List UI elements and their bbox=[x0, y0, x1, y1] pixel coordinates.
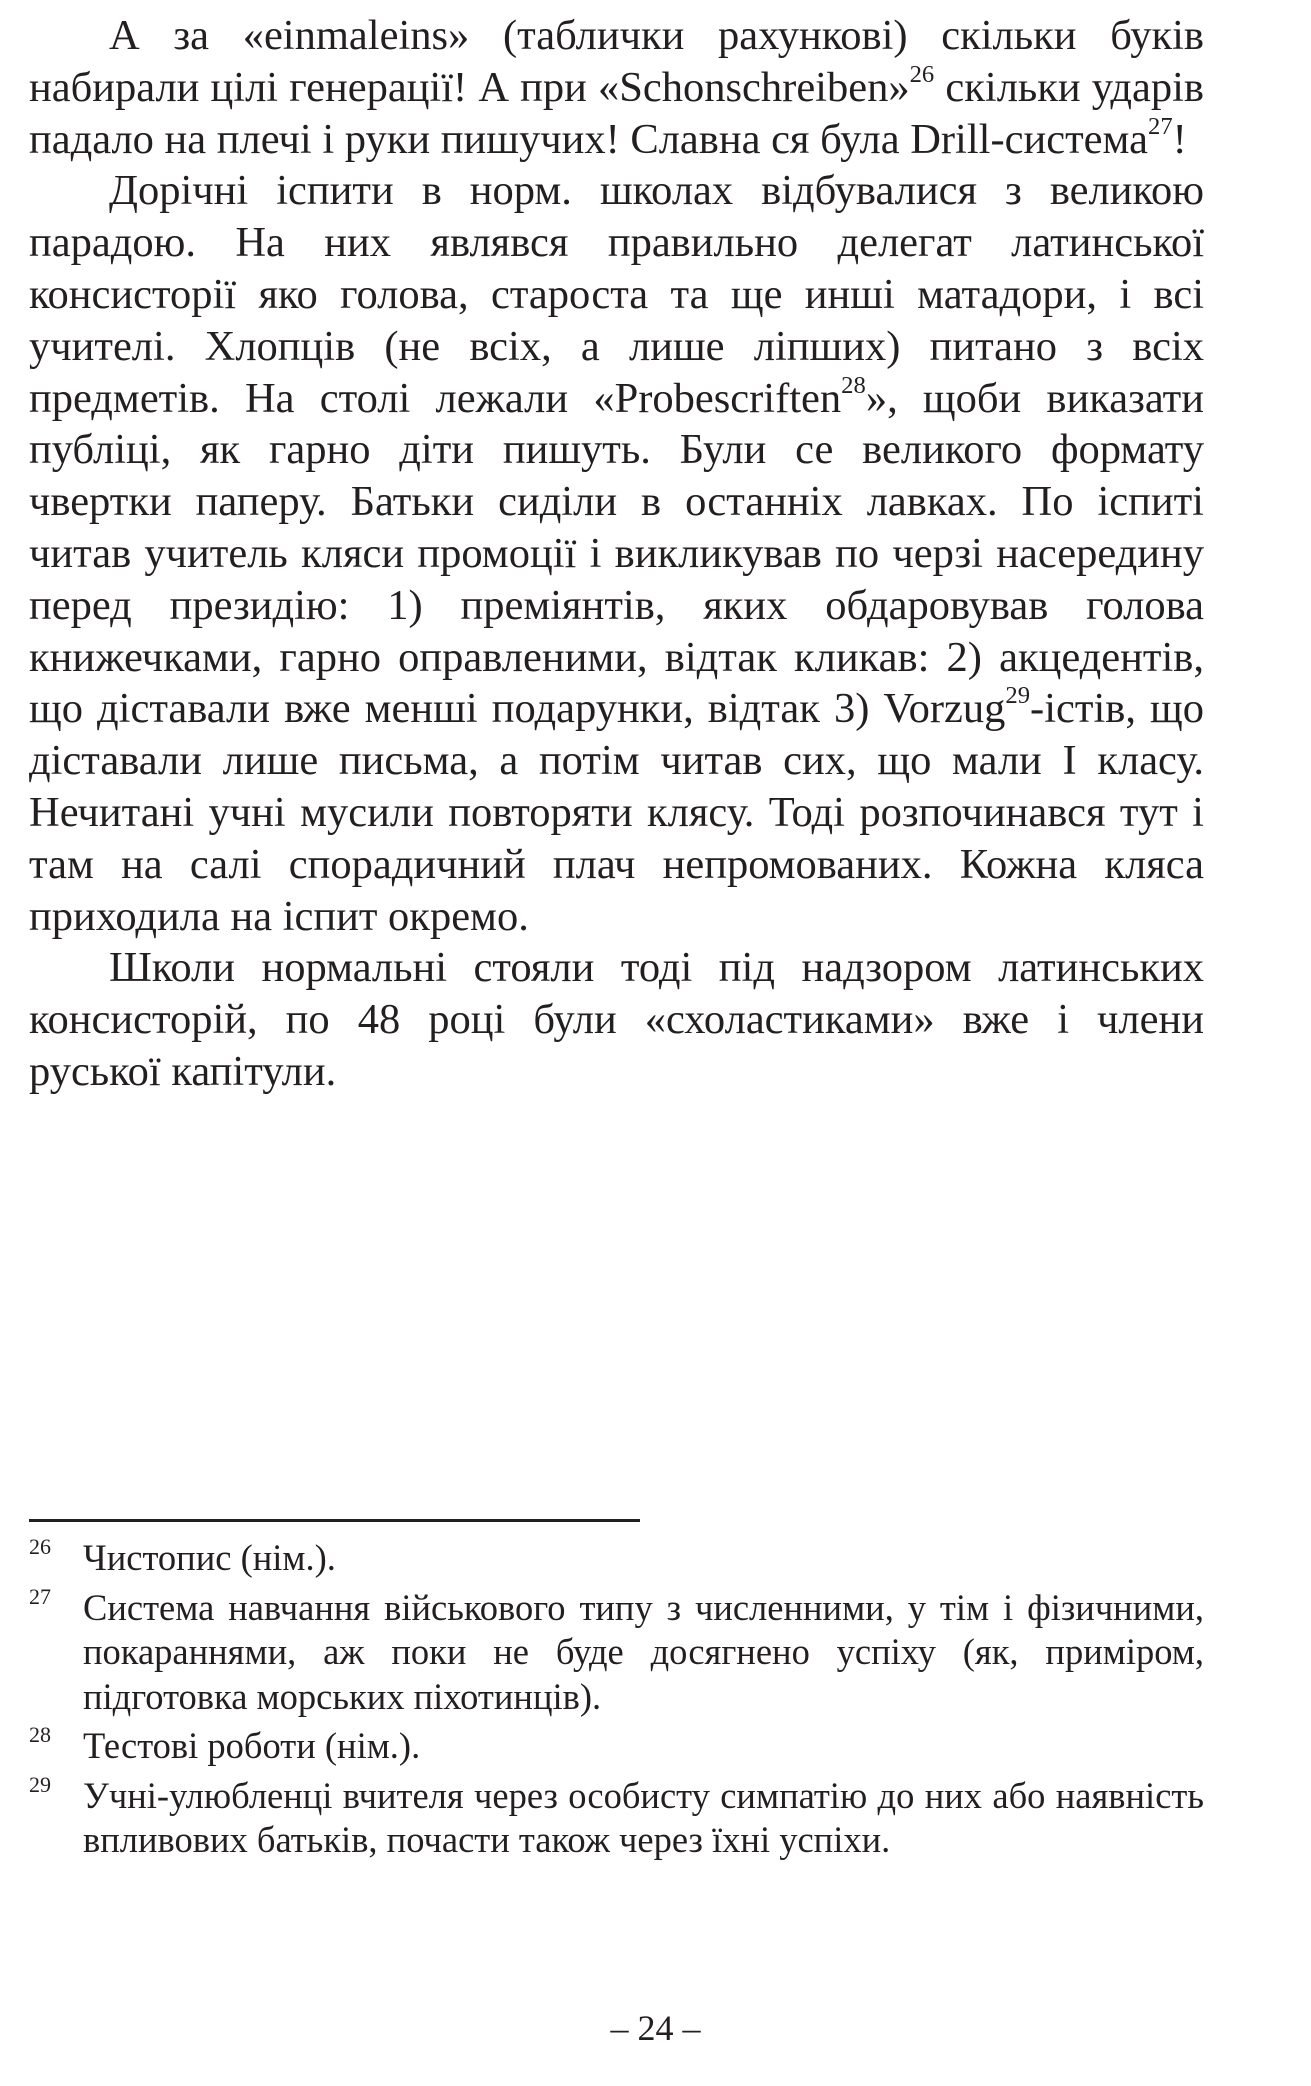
footnotes bbox=[29, 1536, 1204, 1868]
page-number: – 24 – bbox=[610, 2008, 701, 2048]
footnote-26 bbox=[29, 1536, 1204, 1581]
footnote-number: 26 bbox=[29, 1534, 51, 1559]
footnote-ref-29[interactable]: 29 bbox=[1005, 682, 1031, 710]
footnote-number: 28 bbox=[29, 1722, 51, 1747]
footnote-text: Система навчання військового типу з численними, у тім і фізичними, покараннями, аж поки не буде досягнено успіху (як, приміром, підготовка морських піхотинців). bbox=[83, 1586, 1204, 1717]
footnote-28 bbox=[29, 1724, 1204, 1769]
paragraph-3: Школи нормальні стояли тоді під надзором латинських консисторій, по 48 році були «схоластиками» вже і члени руської капітули. bbox=[29, 944, 1204, 1095]
footnote-ref-27[interactable]: 27 bbox=[1148, 112, 1173, 140]
footnote-text: Учні-улюбленці вчителя через особисту симпатію до них або наявність впливових батьків, почасти також через їхні успіхи. bbox=[83, 1774, 1204, 1860]
footnote-number: 29 bbox=[29, 1771, 51, 1797]
footnote-27 bbox=[29, 1583, 1204, 1720]
paragraph-1: А за «einmaleins» (таблички рахункові) скільки буків набирали цілі генерації! А при «Schonschreiben»$^{26}$ скільки ударів падало на плечі і руки пишучих! Славна ся була Drill-система$^{27}$! bbox=[29, 12, 1204, 163]
footnote-text: Чистопис (нім.). bbox=[83, 1537, 336, 1578]
footnote-ref-26[interactable]: 26 bbox=[909, 60, 935, 88]
footnote-text: Тестові роботи (нім.). bbox=[83, 1725, 421, 1766]
main-text bbox=[29, 10, 1204, 1098]
footnote-ref-28[interactable]: 28 bbox=[841, 371, 866, 399]
footnote-number: 27 bbox=[29, 1583, 51, 1609]
paragraph-2: Дорічні іспити в норм. школах відбувалися з великою парадою. На них являвся правильно делегат латинської консисторії яко голова, староста та ще инші матадори, і всі учителі. Хлопців (не всіх, а лише ліпших) питано з всіх предметів. На столі лежали «Probescriften$^{28}$», щоби виказати публіці, як гарно діти пишуть. Були се великого формату чвертки паперу. Батьки сиділи в останніх лавках. По іспиті читав учитель кляси промоції і викликував по черзі насередину перед президію: 1) преміянтів, яких обдаровував голова книжечками, гарно оправленими, відтак кликав: 2) акцедентів, що діставали вже менші подарунки, відтак 3) Vorzug$^{29}$-істів, що діставали лише письма, а потім читав сих, що мали I класу. Нечитані учні мусили повторяти клясу. Тоді розпочинався тут і там на салі спорадичний плач непромованих. Кожна кляса приходила на іспит окремо. bbox=[29, 167, 1204, 940]
footnote-separator bbox=[29, 1519, 640, 1522]
footnote-29 bbox=[29, 1771, 1204, 1863]
